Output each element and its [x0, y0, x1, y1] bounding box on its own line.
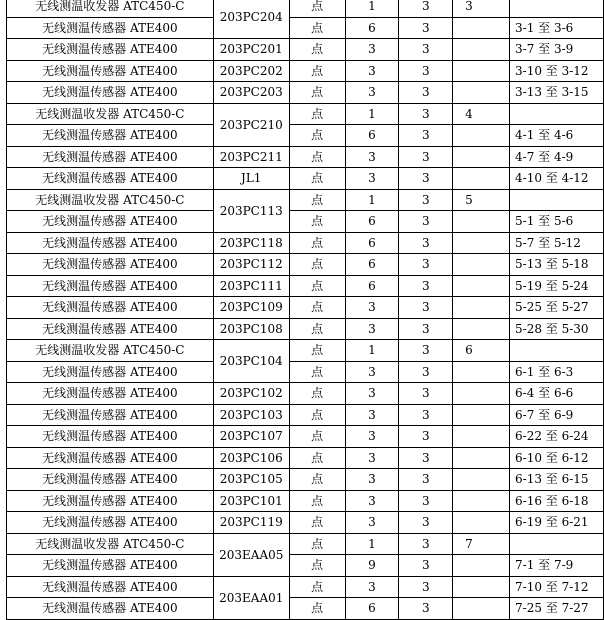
point-range-cell: 6-10 至 6-12	[510, 447, 604, 469]
system-number-cell: 3	[453, 0, 510, 17]
unit-cell: 点	[289, 318, 345, 340]
device-name-cell: 无线测温传感器 ATE400	[7, 146, 214, 168]
location-cell: 203PC111	[213, 275, 289, 297]
device-name-cell: 无线测温传感器 ATE400	[7, 318, 214, 340]
unit-cell: 点	[289, 447, 345, 469]
count-cell: 3	[399, 189, 453, 211]
unit-cell: 点	[289, 146, 345, 168]
location-cell: 203PC201	[213, 39, 289, 61]
unit-cell: 点	[289, 232, 345, 254]
quantity-cell: 3	[345, 82, 399, 104]
device-name-cell: 无线测温传感器 ATE400	[7, 512, 214, 534]
table-row	[7, 189, 604, 211]
unit-cell: 点	[289, 533, 345, 555]
quantity-cell: 6	[345, 232, 399, 254]
device-name-cell: 无线测温传感器 ATE400	[7, 168, 214, 190]
location-cell: 203PC119	[213, 512, 289, 534]
quantity-cell: 9	[345, 555, 399, 577]
location-cell: 203PC103	[213, 404, 289, 426]
point-range-cell: 5-7 至 5-12	[510, 232, 604, 254]
point-range-cell: 7-10 至 7-12	[510, 576, 604, 598]
quantity-cell: 3	[345, 168, 399, 190]
device-name-cell: 无线测温传感器 ATE400	[7, 598, 214, 620]
point-range-cell: 6-16 至 6-18	[510, 490, 604, 512]
count-cell: 3	[399, 555, 453, 577]
system-number-cell	[453, 361, 510, 383]
point-range-cell: 5-25 至 5-27	[510, 297, 604, 319]
count-cell: 3	[399, 17, 453, 39]
table-row	[7, 490, 604, 512]
device-name-cell: 无线测温传感器 ATE400	[7, 60, 214, 82]
device-name-cell: 无线测温传感器 ATE400	[7, 426, 214, 448]
device-name-cell: 无线测温传感器 ATE400	[7, 404, 214, 426]
quantity-cell: 3	[345, 447, 399, 469]
unit-cell: 点	[289, 275, 345, 297]
count-cell: 3	[399, 426, 453, 448]
device-name-cell: 无线测温收发器 ATC450-C	[7, 340, 214, 362]
quantity-cell: 3	[345, 297, 399, 319]
device-name-cell: 无线测温传感器 ATE400	[7, 576, 214, 598]
device-name-cell: 无线测温传感器 ATE400	[7, 447, 214, 469]
system-number-cell	[453, 168, 510, 190]
location-cell: 203PC112	[213, 254, 289, 276]
location-cell: 203PC106	[213, 447, 289, 469]
point-range-cell	[510, 103, 604, 125]
sensor-table	[6, 0, 604, 620]
location-cell: 203PC211	[213, 146, 289, 168]
system-number-cell	[453, 318, 510, 340]
point-range-cell: 5-19 至 5-24	[510, 275, 604, 297]
system-number-cell	[453, 598, 510, 620]
count-cell: 3	[399, 533, 453, 555]
count-cell: 3	[399, 254, 453, 276]
device-name-cell: 无线测温传感器 ATE400	[7, 125, 214, 147]
location-cell: 203PC210	[213, 103, 289, 146]
table-row	[7, 555, 604, 577]
unit-cell: 点	[289, 340, 345, 362]
count-cell: 3	[399, 490, 453, 512]
location-cell: 203PC102	[213, 383, 289, 405]
point-range-cell: 6-13 至 6-15	[510, 469, 604, 491]
table-row	[7, 168, 604, 190]
point-range-cell: 3-1 至 3-6	[510, 17, 604, 39]
system-number-cell	[453, 404, 510, 426]
quantity-cell: 1	[345, 189, 399, 211]
table-row	[7, 297, 604, 319]
count-cell: 3	[399, 60, 453, 82]
table-row	[7, 426, 604, 448]
point-range-cell: 6-19 至 6-21	[510, 512, 604, 534]
count-cell: 3	[399, 340, 453, 362]
table-row	[7, 82, 604, 104]
table-row	[7, 0, 604, 17]
device-name-cell: 无线测温传感器 ATE400	[7, 297, 214, 319]
device-name-cell: 无线测温传感器 ATE400	[7, 82, 214, 104]
system-number-cell	[453, 17, 510, 39]
count-cell: 3	[399, 447, 453, 469]
point-range-cell: 5-13 至 5-18	[510, 254, 604, 276]
quantity-cell: 3	[345, 576, 399, 598]
table-row	[7, 576, 604, 598]
table-row	[7, 125, 604, 147]
quantity-cell: 1	[345, 340, 399, 362]
location-cell: JL1	[213, 168, 289, 190]
system-number-cell	[453, 426, 510, 448]
point-range-cell: 3-7 至 3-9	[510, 39, 604, 61]
quantity-cell: 6	[345, 211, 399, 233]
location-cell: 203PC204	[213, 0, 289, 39]
unit-cell: 点	[289, 490, 345, 512]
quantity-cell: 3	[345, 39, 399, 61]
point-range-cell: 7-25 至 7-27	[510, 598, 604, 620]
location-cell: 203PC104	[213, 340, 289, 383]
device-name-cell: 无线测温传感器 ATE400	[7, 39, 214, 61]
location-cell: 203PC203	[213, 82, 289, 104]
unit-cell: 点	[289, 103, 345, 125]
point-range-cell: 6-4 至 6-6	[510, 383, 604, 405]
count-cell: 3	[399, 146, 453, 168]
count-cell: 3	[399, 103, 453, 125]
quantity-cell: 6	[345, 254, 399, 276]
device-name-cell: 无线测温收发器 ATC450-C	[7, 0, 214, 17]
table-row	[7, 17, 604, 39]
point-range-cell: 6-22 至 6-24	[510, 426, 604, 448]
system-number-cell	[453, 39, 510, 61]
count-cell: 3	[399, 0, 453, 17]
table-row	[7, 598, 604, 620]
count-cell: 3	[399, 512, 453, 534]
unit-cell: 点	[289, 426, 345, 448]
count-cell: 3	[399, 297, 453, 319]
unit-cell: 点	[289, 168, 345, 190]
unit-cell: 点	[289, 82, 345, 104]
device-name-cell: 无线测温传感器 ATE400	[7, 275, 214, 297]
table-row	[7, 254, 604, 276]
point-range-cell: 3-13 至 3-15	[510, 82, 604, 104]
quantity-cell: 1	[345, 103, 399, 125]
quantity-cell: 6	[345, 17, 399, 39]
count-cell: 3	[399, 361, 453, 383]
quantity-cell: 1	[345, 0, 399, 17]
table-row	[7, 361, 604, 383]
quantity-cell: 3	[345, 490, 399, 512]
table-row	[7, 533, 604, 555]
count-cell: 3	[399, 211, 453, 233]
count-cell: 3	[399, 168, 453, 190]
count-cell: 3	[399, 232, 453, 254]
device-name-cell: 无线测温传感器 ATE400	[7, 232, 214, 254]
unit-cell: 点	[289, 598, 345, 620]
unit-cell: 点	[289, 125, 345, 147]
system-number-cell	[453, 490, 510, 512]
device-name-cell: 无线测温收发器 ATC450-C	[7, 533, 214, 555]
quantity-cell: 6	[345, 125, 399, 147]
system-number-cell: 6	[453, 340, 510, 362]
system-number-cell	[453, 469, 510, 491]
unit-cell: 点	[289, 0, 345, 17]
system-number-cell	[453, 60, 510, 82]
table-row	[7, 512, 604, 534]
quantity-cell: 3	[345, 404, 399, 426]
point-range-cell: 3-10 至 3-12	[510, 60, 604, 82]
table-row	[7, 469, 604, 491]
point-range-cell: 4-7 至 4-9	[510, 146, 604, 168]
quantity-cell: 3	[345, 383, 399, 405]
table-row	[7, 275, 604, 297]
point-range-cell: 4-1 至 4-6	[510, 125, 604, 147]
device-name-cell: 无线测温传感器 ATE400	[7, 254, 214, 276]
unit-cell: 点	[289, 383, 345, 405]
device-name-cell: 无线测温传感器 ATE400	[7, 361, 214, 383]
system-number-cell	[453, 125, 510, 147]
system-number-cell	[453, 82, 510, 104]
location-cell: 203PC109	[213, 297, 289, 319]
table-row	[7, 211, 604, 233]
count-cell: 3	[399, 383, 453, 405]
point-range-cell: 5-1 至 5-6	[510, 211, 604, 233]
system-number-cell	[453, 232, 510, 254]
table-row	[7, 103, 604, 125]
count-cell: 3	[399, 576, 453, 598]
system-number-cell	[453, 211, 510, 233]
quantity-cell: 6	[345, 275, 399, 297]
table-row	[7, 318, 604, 340]
unit-cell: 点	[289, 512, 345, 534]
quantity-cell: 3	[345, 469, 399, 491]
count-cell: 3	[399, 598, 453, 620]
point-range-cell: 7-1 至 7-9	[510, 555, 604, 577]
location-cell: 203PC107	[213, 426, 289, 448]
device-name-cell: 无线测温传感器 ATE400	[7, 383, 214, 405]
unit-cell: 点	[289, 555, 345, 577]
unit-cell: 点	[289, 17, 345, 39]
quantity-cell: 3	[345, 361, 399, 383]
system-number-cell	[453, 146, 510, 168]
unit-cell: 点	[289, 60, 345, 82]
point-range-cell: 5-28 至 5-30	[510, 318, 604, 340]
unit-cell: 点	[289, 469, 345, 491]
unit-cell: 点	[289, 576, 345, 598]
device-name-cell: 无线测温收发器 ATC450-C	[7, 189, 214, 211]
location-cell: 203PC113	[213, 189, 289, 232]
table-row	[7, 146, 604, 168]
count-cell: 3	[399, 469, 453, 491]
device-name-cell: 无线测温收发器 ATC450-C	[7, 103, 214, 125]
location-cell: 203PC105	[213, 469, 289, 491]
location-cell: 203PC202	[213, 60, 289, 82]
point-range-cell	[510, 533, 604, 555]
system-number-cell	[453, 275, 510, 297]
unit-cell: 点	[289, 361, 345, 383]
unit-cell: 点	[289, 211, 345, 233]
count-cell: 3	[399, 275, 453, 297]
point-range-cell	[510, 189, 604, 211]
location-cell: 203PC108	[213, 318, 289, 340]
table-row	[7, 340, 604, 362]
count-cell: 3	[399, 39, 453, 61]
table-row	[7, 232, 604, 254]
table-row	[7, 39, 604, 61]
system-number-cell	[453, 297, 510, 319]
system-number-cell: 7	[453, 533, 510, 555]
device-name-cell: 无线测温传感器 ATE400	[7, 211, 214, 233]
count-cell: 3	[399, 125, 453, 147]
location-cell: 203EAA05	[213, 533, 289, 576]
quantity-cell: 1	[345, 533, 399, 555]
point-range-cell: 6-1 至 6-3	[510, 361, 604, 383]
location-cell: 203PC101	[213, 490, 289, 512]
system-number-cell: 4	[453, 103, 510, 125]
system-number-cell	[453, 254, 510, 276]
quantity-cell: 3	[345, 512, 399, 534]
quantity-cell: 3	[345, 318, 399, 340]
unit-cell: 点	[289, 404, 345, 426]
unit-cell: 点	[289, 189, 345, 211]
quantity-cell: 3	[345, 60, 399, 82]
point-range-cell	[510, 0, 604, 17]
device-name-cell: 无线测温传感器 ATE400	[7, 469, 214, 491]
quantity-cell: 3	[345, 426, 399, 448]
system-number-cell	[453, 576, 510, 598]
quantity-cell: 6	[345, 598, 399, 620]
system-number-cell	[453, 555, 510, 577]
unit-cell: 点	[289, 39, 345, 61]
device-name-cell: 无线测温传感器 ATE400	[7, 555, 214, 577]
point-range-cell: 6-7 至 6-9	[510, 404, 604, 426]
table-row	[7, 383, 604, 405]
system-number-cell	[453, 447, 510, 469]
count-cell: 3	[399, 404, 453, 426]
location-cell: 203EAA01	[213, 576, 289, 619]
quantity-cell: 3	[345, 146, 399, 168]
point-range-cell	[510, 340, 604, 362]
unit-cell: 点	[289, 297, 345, 319]
count-cell: 3	[399, 82, 453, 104]
system-number-cell: 5	[453, 189, 510, 211]
table-row	[7, 447, 604, 469]
unit-cell: 点	[289, 254, 345, 276]
system-number-cell	[453, 512, 510, 534]
location-cell: 203PC118	[213, 232, 289, 254]
table-row	[7, 60, 604, 82]
device-name-cell: 无线测温传感器 ATE400	[7, 17, 214, 39]
device-name-cell: 无线测温传感器 ATE400	[7, 490, 214, 512]
point-range-cell: 4-10 至 4-12	[510, 168, 604, 190]
count-cell: 3	[399, 318, 453, 340]
system-number-cell	[453, 383, 510, 405]
table-row	[7, 404, 604, 426]
